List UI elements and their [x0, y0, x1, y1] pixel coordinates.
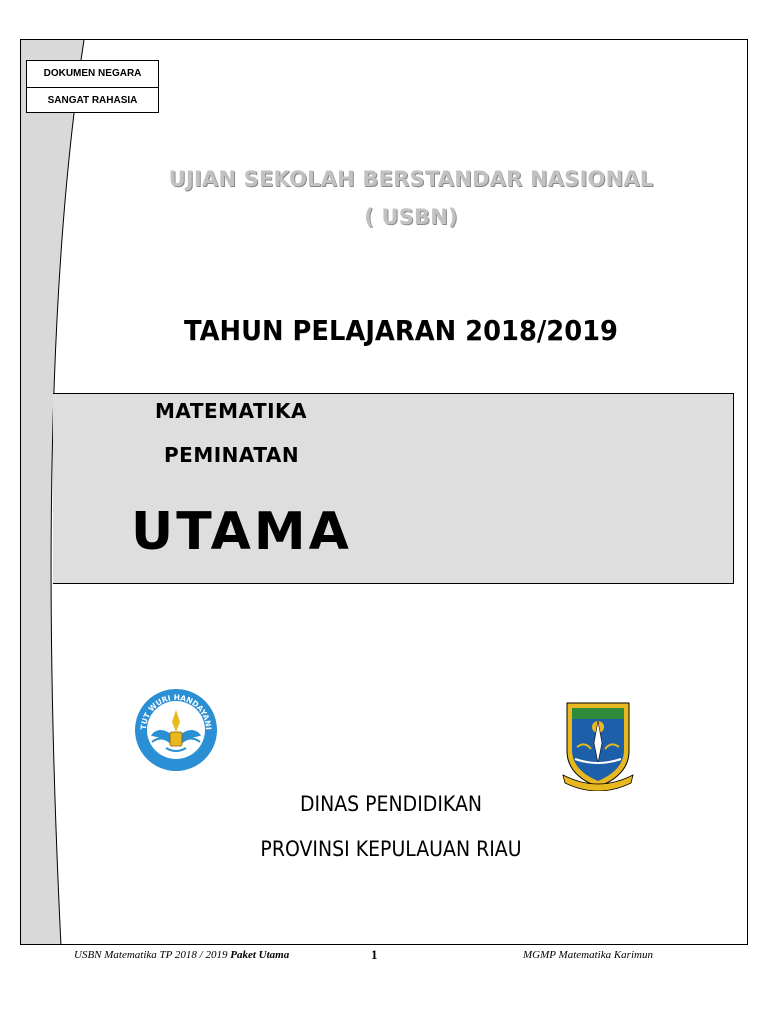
classification-line-2: SANGAT RAHASIA	[27, 87, 158, 113]
tut-wuri-handayani-icon	[132, 688, 220, 772]
package-label: UTAMA	[131, 502, 352, 562]
emblem-motto: TUT WURI HANDAYANI	[138, 692, 214, 731]
exam-abbreviation: ( USBN)	[364, 205, 458, 229]
issuer-office: DINAS PENDIDIKAN	[299, 792, 483, 816]
academic-year: TAHUN PELAJARAN 2018/2019	[184, 314, 618, 347]
footer-left	[74, 949, 289, 961]
subject-specialization: PEMINATAN	[164, 443, 300, 467]
cover-page	[20, 39, 748, 945]
page-footer	[0, 947, 768, 965]
footer-left-text: USBN Matematika TP 2018 / 2019	[74, 949, 228, 961]
footer-right: MGMP Matematika Karimun	[523, 949, 653, 961]
subject-name: MATEMATIKA	[155, 399, 308, 423]
page-number: 1	[371, 947, 378, 962]
kepulauan-riau-crest-icon	[561, 697, 635, 791]
classification-line-1: DOKUMEN NEGARA	[43, 68, 142, 79]
exam-title: UJIAN SEKOLAH BERSTANDAR NASIONAL	[168, 167, 654, 191]
issuer-province: PROVINSI KEPULAUAN RIAU	[260, 837, 522, 861]
footer-package: Paket Utama	[230, 949, 290, 961]
classification-box	[26, 60, 159, 113]
